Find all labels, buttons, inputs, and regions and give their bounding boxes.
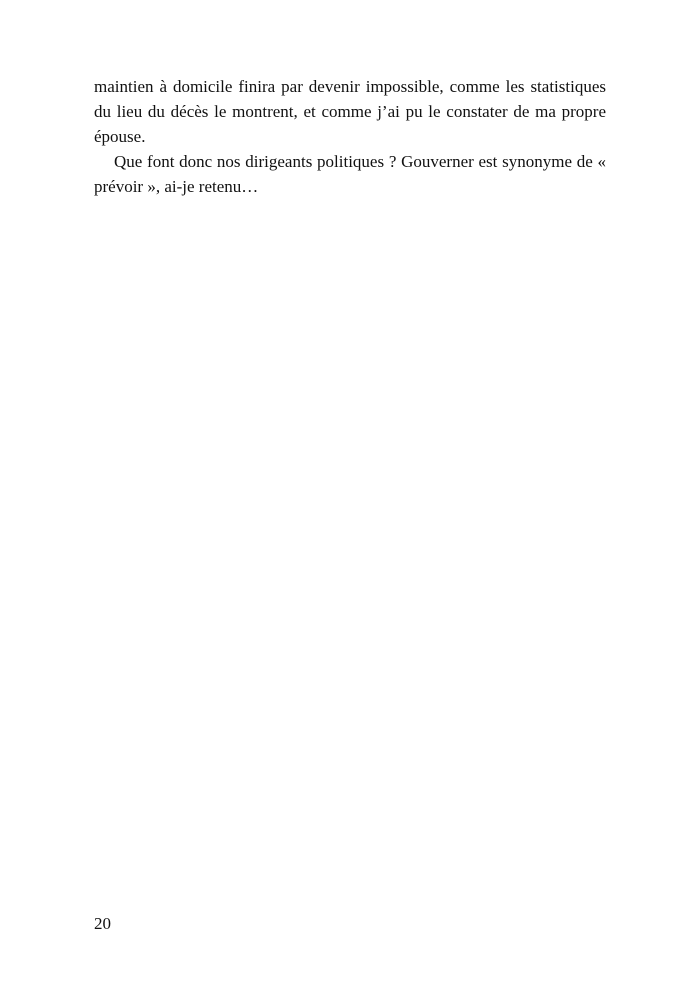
body-text — [94, 74, 606, 199]
paragraph: Que font donc nos dirigeants politiques ? Gouverner est synonyme de « prévoir », ai-je retenu… — [94, 152, 606, 196]
paragraph-continued: maintien à domicile finira par devenir impossible, comme les statistiques du lieu du décès le montrent, et comme j’ai pu le constater de ma propre épouse. — [94, 77, 606, 146]
page-number: 20 — [94, 914, 111, 933]
